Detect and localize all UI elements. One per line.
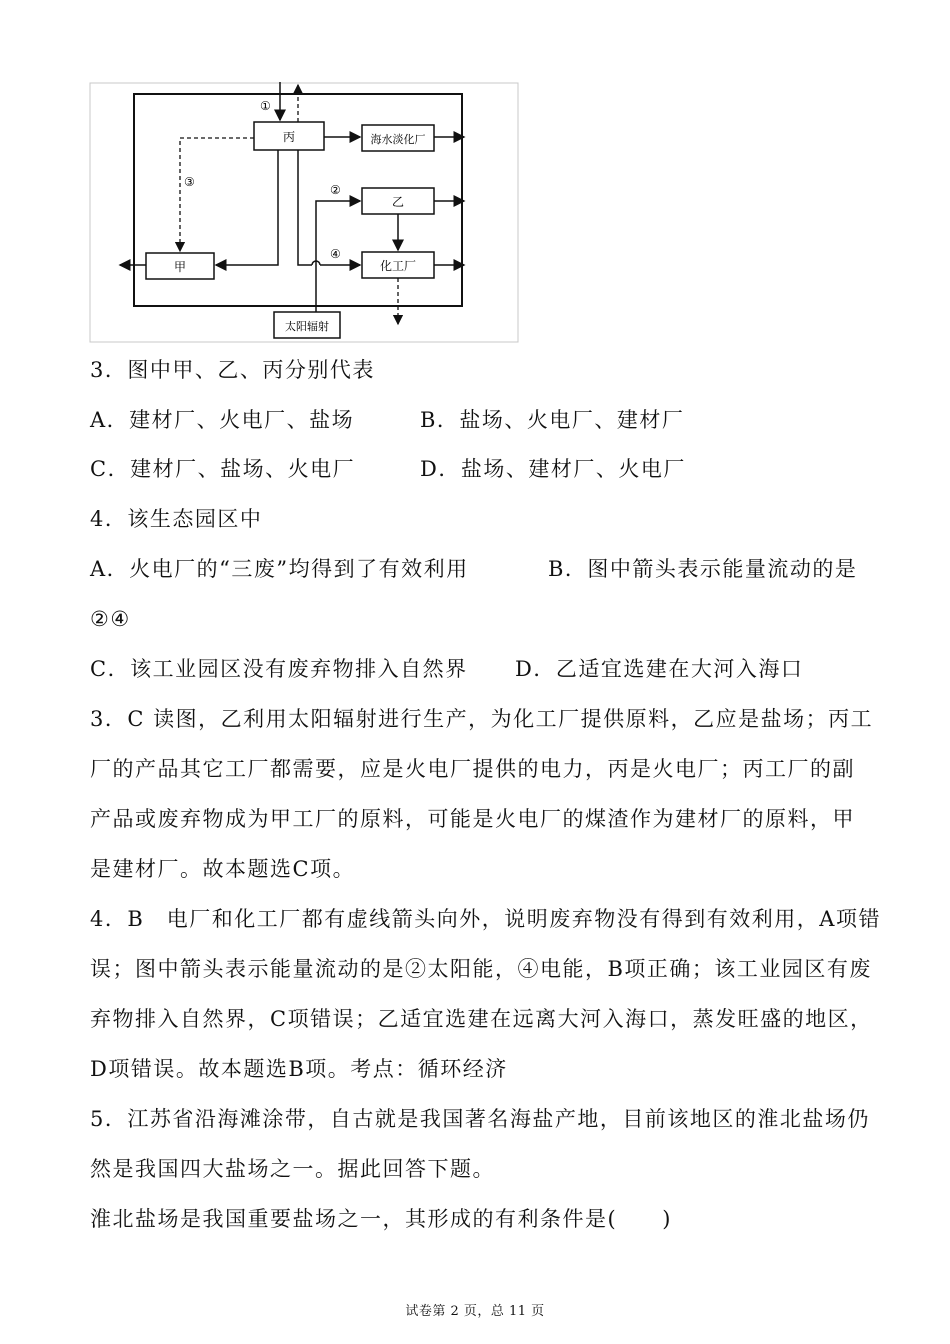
question-5-stem: 淮北盐场是我国重要盐场之一，其形成的有利条件是( ) — [90, 1207, 672, 1231]
box-solar-radiation-label: 太阳辐射 — [285, 320, 329, 333]
marker-3: ③ — [184, 175, 195, 189]
answer-3-line-3: 产品或废弃物成为甲工厂的原料，可能是火电厂的煤渣作为建材厂的原料，甲 — [90, 807, 855, 831]
box-jia-label: 甲 — [173, 260, 187, 274]
box-yi-label: 乙 — [391, 195, 405, 209]
marker-2: ② — [330, 183, 341, 197]
box-desalination — [362, 125, 434, 151]
answer-3-line-1: 3．C 读图，乙利用太阳辐射进行生产，为化工厂提供原料，乙应是盐场；丙工 — [90, 707, 874, 731]
box-desalination-label: 海水淡化厂 — [370, 133, 426, 146]
q3-option-d: D．盐场、建材厂、火电厂 — [420, 457, 686, 481]
answer-4-line-3: 弃物排入自然界，C项错误；乙适宜选建在远离大河入海口，蒸发旺盛的地区， — [90, 1007, 873, 1031]
marker-4: ④ — [330, 247, 341, 261]
industrial-park-diagram — [88, 82, 520, 344]
q4-option-b: B．图中箭头表示能量流动的是 — [548, 557, 858, 581]
q4-option-d: D．乙适宜选建在大河入海口 — [515, 657, 804, 681]
q3-option-b: B．盐场、火电厂、建材厂 — [420, 408, 685, 432]
arrow-bing-to-jia-waste — [180, 138, 254, 251]
box-yi — [362, 188, 434, 214]
answer-4-line-1: 4．B 电厂和化工厂都有虚线箭头向外，说明废弃物没有得到有效利用，A项错 — [90, 907, 881, 931]
box-chemical-plant-label: 化工厂 — [379, 259, 417, 273]
question-5-line-2: 然是我国四大盐场之一。据此回答下题。 — [90, 1157, 495, 1181]
q4-option-a: A．火电厂的“三废”均得到了有效利用 — [90, 557, 469, 581]
answer-4-line-4: D项错误。故本题选B项。考点：循环经济 — [90, 1057, 508, 1081]
box-solar-radiation — [274, 312, 340, 338]
q4-option-b-cont: ②④ — [90, 607, 131, 631]
arrow-bing-to-jia — [216, 150, 278, 265]
answer-4-line-2: 误；图中箭头表示能量流动的是②太阳能，④电能，B项正确；该工业园区有废 — [90, 957, 872, 981]
box-bing — [254, 122, 324, 150]
box-bing-label: 丙 — [282, 130, 296, 144]
box-jia — [146, 253, 214, 279]
marker-1: ① — [260, 99, 271, 113]
page-footer: 试卷第 2 页，总 11 页 — [405, 1304, 545, 1319]
box-chemical-plant — [362, 252, 434, 278]
line-bing-to-chem — [298, 150, 312, 265]
answer-3-line-4: 是建材厂。故本题选C项。 — [90, 857, 356, 881]
answer-3-line-2: 厂的产品其它工厂都需要，应是火电厂提供的电力，丙是火电厂；丙工厂的副 — [90, 757, 855, 781]
q3-option-c: C．建材厂、盐场、火电厂 — [90, 457, 356, 481]
question-3-stem: 3．图中甲、乙、丙分别代表 — [90, 358, 375, 382]
question-5-line-1: 5．江苏省沿海滩涂带，自古就是我国著名海盐产地，目前该地区的淮北盐场仍 — [90, 1107, 870, 1131]
question-4-stem: 4．该生态园区中 — [90, 507, 263, 531]
q3-option-a: A．建材厂、火电厂、盐场 — [90, 408, 355, 432]
q4-option-c: C．该工业园区没有废弃物排入自然界 — [90, 657, 468, 681]
